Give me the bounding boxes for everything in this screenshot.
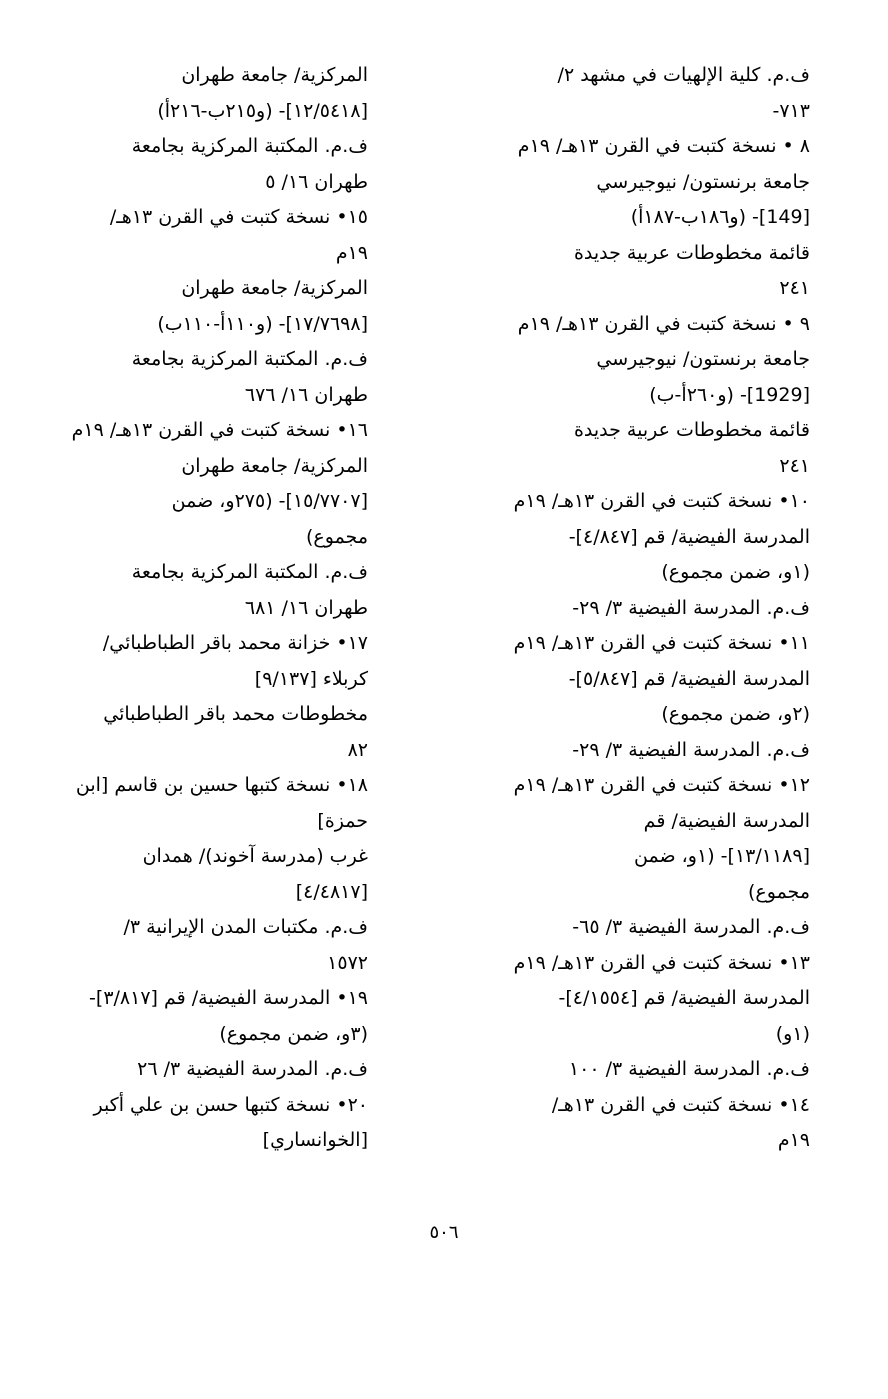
entry-line: ف.م. مكتبات المدن الإيرانية ٣/ <box>123 916 368 938</box>
page-number: ٥٠٦ <box>429 1222 459 1243</box>
entry-line: ١٩• المدرسة الفيضية/ قم [٣/٨١٧]- <box>89 987 368 1009</box>
entry-line: [٤/٤٨١٧] <box>295 880 368 903</box>
entry-line: ف.م. المكتبة المركزية بجامعة <box>131 561 368 583</box>
entry-line: [1929]- (و٢٦٠أ-ب) <box>649 383 810 406</box>
catalog-entry <box>460 307 810 485</box>
entry-line: طهران ١٦/ ٦٨١ <box>244 596 368 619</box>
entry-line: ١٢• نسخة كتبت في القرن ١٣هـ/ ١٩م <box>513 774 810 796</box>
entry-line: ف.م. المكتبة المركزية بجامعة <box>131 135 368 157</box>
entry-line: [الخوانساري] <box>262 1129 368 1151</box>
entry-line: ٢٠• نسخة كتبها حسن بن علي أكبر <box>93 1093 368 1116</box>
entry-line: (١و، ضمن مجموع) <box>661 561 810 583</box>
right-column <box>460 58 810 1159</box>
entry-line: ٢٤١ <box>779 277 810 299</box>
catalog-entry <box>78 981 368 1088</box>
entry-line: ف.م. المدرسة الفيضية ٣/ ٢٩- <box>572 738 810 761</box>
catalog-entry <box>460 484 810 626</box>
entry-line: مجموع) <box>748 880 810 903</box>
catalog-entry <box>78 200 368 413</box>
entry-line: [149]- (و١٨٦ب-١٨٧أ) <box>630 206 810 228</box>
entry-line: جامعة برنستون/ نيوجيرسي <box>596 348 810 370</box>
entry-line: المدرسة الفيضية/ قم <box>643 809 810 832</box>
entry-line: ١٩م <box>777 1129 810 1151</box>
entry-line: ٢٤١ <box>779 454 810 477</box>
catalog-entry <box>460 58 810 129</box>
entry-line: ١٦• نسخة كتبت في القرن ١٣هـ/ ١٩م <box>71 419 368 441</box>
catalog-entry <box>75 768 368 981</box>
entry-line: ف.م. المدرسة الفيضية ٣/ ٢٦ <box>137 1058 368 1080</box>
entry-line: ١٥٧٢ <box>327 951 368 974</box>
entry-line: ١١• نسخة كتبت في القرن ١٣هـ/ ١٩م <box>513 632 810 654</box>
left-column <box>71 58 368 1159</box>
entry-line: قائمة مخطوطات عربية جديدة <box>573 419 810 441</box>
entry-line: [١٧/٧٦٩٨]- (و١١٠أ-١١٠ب) <box>157 312 368 335</box>
entry-line: ١٧• خزانة محمد باقر الطباطبائي/ <box>102 632 368 654</box>
entry-line: المدرسة الفيضية/ قم [٤/٨٤٧]- <box>568 525 810 548</box>
entry-line: ف.م. المدرسة الفيضية ٣/ ١٠٠ <box>568 1058 810 1080</box>
entry-line: غرب (مدرسة آخوند)/ همدان <box>142 845 368 867</box>
catalog-entry <box>460 946 810 1088</box>
entry-line: ٨٢ <box>347 738 368 761</box>
catalog-entry <box>460 768 810 946</box>
entry-line: المركزية/ جامعة طهران <box>181 277 368 299</box>
entry-line: ٧١٣- <box>772 99 810 122</box>
entry-line: ف.م. المدرسة الفيضية ٣/ ٦٥- <box>572 916 810 938</box>
entry-line: مخطوطات محمد باقر الطباطبائي <box>103 703 368 725</box>
entry-line: ١٥• نسخة كتبت في القرن ١٣هـ/ <box>109 206 368 228</box>
entry-line: جامعة برنستون/ نيوجيرسي <box>596 170 810 193</box>
entry-line: (١و) <box>775 1022 810 1045</box>
entry-line: [١٢/٥٤١٨]- (و٢١٥ب-٢١٦أ) <box>157 99 368 122</box>
catalog-entry <box>460 626 810 768</box>
entry-line: المركزية/ جامعة طهران <box>181 64 368 86</box>
entry-line: طهران ١٦/ ٦٧٦ <box>244 383 368 406</box>
entry-line: ف.م. المدرسة الفيضية ٣/ ٢٩- <box>572 596 810 619</box>
entry-line: كربلاء [٩/١٣٧] <box>254 667 368 690</box>
entry-line: ١٠• نسخة كتبت في القرن ١٣هـ/ ١٩م <box>513 490 810 512</box>
entry-line: ١٣• نسخة كتبت في القرن ١٣هـ/ ١٩م <box>513 951 810 974</box>
entry-line: (٢و، ضمن مجموع) <box>661 703 810 725</box>
entry-line: ١٨• نسخة كتبها حسين بن قاسم [ابن <box>75 774 368 796</box>
entry-line: المدرسة الفيضية/ قم [٤/١٥٥٤]- <box>558 987 810 1009</box>
entry-line: قائمة مخطوطات عربية جديدة <box>573 241 810 264</box>
entry-line: ف.م. كلية الإلهيات في مشهد ٢/ <box>557 64 810 86</box>
entry-line: ف.م. المكتبة المركزية بجامعة <box>131 348 368 370</box>
catalog-entry <box>71 413 368 626</box>
entry-line: طهران ١٦/ ٥ <box>265 170 368 193</box>
entry-line: المدرسة الفيضية/ قم [٥/٨٤٧]- <box>568 667 810 690</box>
entry-line: حمزة] <box>317 809 368 832</box>
entry-line: مجموع) <box>306 525 368 548</box>
entry-line: ٨ • نسخة كتبت في القرن ١٣هـ/ ١٩م <box>517 135 810 157</box>
entry-line: [١٥/٧٧٠٧]- (٢٧٥و، ضمن <box>171 490 368 512</box>
entry-line: المركزية/ جامعة طهران <box>181 454 368 477</box>
catalog-entry <box>460 1088 810 1159</box>
entry-line: [١٣/١١٨٩]- (١و، ضمن <box>634 845 810 867</box>
catalog-entry <box>78 1088 368 1159</box>
entry-line: (٣و، ضمن مجموع) <box>219 1022 368 1045</box>
catalog-entry <box>460 129 810 307</box>
entry-line: ١٩م <box>335 241 368 264</box>
entry-line: ٩ • نسخة كتبت في القرن ١٣هـ/ ١٩م <box>517 312 810 335</box>
catalog-entry <box>78 58 368 200</box>
catalog-entry <box>78 626 368 768</box>
entry-line: ١٤• نسخة كتبت في القرن ١٣هـ/ <box>551 1093 810 1116</box>
